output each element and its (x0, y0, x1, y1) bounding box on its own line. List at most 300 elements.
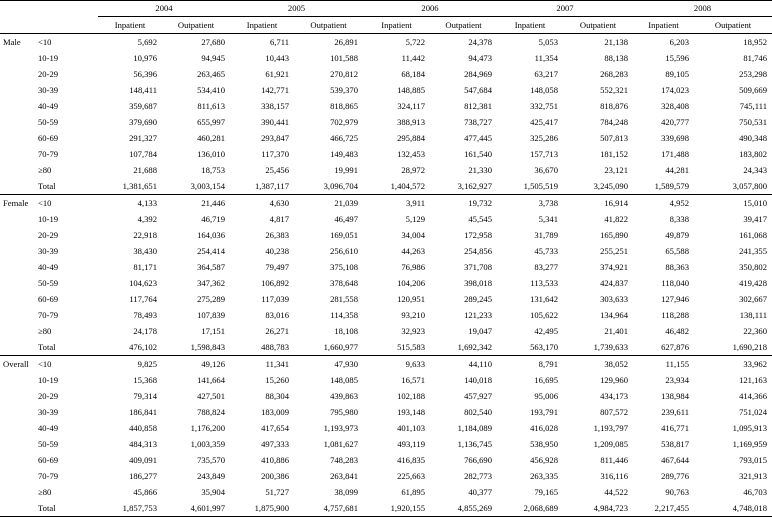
year-header-row (0, 1, 772, 17)
age-group-label: 30-39 (38, 246, 59, 256)
inpatient-value: 627,876 (633, 339, 694, 356)
inpatient-value: 26,271 (265, 326, 289, 336)
inpatient-value: 563,170 (497, 339, 563, 356)
table-row (0, 307, 772, 323)
inpatient-value: 339,698 (661, 133, 689, 143)
group-cell-empty (0, 130, 36, 146)
outpatient-value: 802,540 (464, 407, 492, 417)
inpatient-value: 289,776 (661, 471, 689, 481)
outpatient-value: 254,856 (464, 246, 492, 256)
outpatient-value: 149,483 (330, 149, 358, 159)
outpatient-value: 509,669 (739, 85, 767, 95)
group-cell-empty (0, 372, 36, 388)
outpatient-value: 121,233 (464, 310, 492, 320)
outpatient-value: 281,558 (330, 294, 358, 304)
outpatient-value: 21,039 (334, 198, 358, 208)
inpatient-value: 51,727 (265, 487, 289, 497)
outpatient-value: 81,746 (743, 53, 767, 63)
inpatient-value: 3,738 (538, 198, 558, 208)
header-blank-group (0, 1, 36, 17)
inpatient-value: 263,335 (530, 471, 558, 481)
outpatient-value: 534,410 (197, 85, 225, 95)
inpatient-value: 45,866 (133, 487, 157, 497)
inpatient-value: 28,972 (401, 165, 425, 175)
inpatient-value: 16,571 (401, 375, 425, 385)
table-row (0, 356, 772, 373)
inpatient-value: 295,884 (397, 133, 425, 143)
outpatient-value: 735,570 (197, 455, 225, 465)
outpatient-value: 466,725 (330, 133, 358, 143)
table-row (0, 130, 772, 146)
outpatient-value: 254,414 (197, 246, 225, 256)
inpatient-value: 68,184 (401, 69, 425, 79)
outpatient-value: 241,355 (739, 246, 767, 256)
outpatient-value: 1,136,745 (457, 439, 492, 449)
outpatient-value: 263,465 (197, 69, 225, 79)
inpatient-value: 239,611 (661, 407, 689, 417)
outpatient-value: 552,321 (600, 85, 628, 95)
outpatient-value: 3,057,800 (694, 178, 772, 195)
inpatient-value: 5,129 (405, 214, 425, 224)
group-cell-empty (0, 243, 36, 259)
age-group-label: 70-79 (38, 149, 59, 159)
outpatient-value: 101,588 (330, 53, 358, 63)
inpatient-value: 1,920,155 (363, 500, 430, 517)
outpatient-value: 114,358 (330, 310, 358, 320)
inpatient-value: 63,217 (534, 69, 558, 79)
inpatient-value: 420,777 (661, 117, 689, 127)
outpatient-value: 424,837 (600, 278, 628, 288)
age-group-label: ≥80 (38, 487, 52, 497)
outpatient-value: 44,110 (468, 359, 492, 369)
inpatient-value: 44,281 (665, 165, 689, 175)
table-row (0, 420, 772, 436)
inpatient-value: 417,654 (261, 423, 289, 433)
table-row (0, 227, 772, 243)
inpatient-value: 15,260 (265, 375, 289, 385)
inpatient-value: 3,911 (405, 198, 425, 208)
outpatient-value: 1,739,633 (563, 339, 633, 356)
inpatient-value: 102,188 (397, 391, 425, 401)
inpatient-value: 88,363 (665, 262, 689, 272)
outpatient-value: 268,283 (600, 69, 628, 79)
age-group-label: 20-29 (38, 230, 59, 240)
inpatient-value: 79,314 (133, 391, 157, 401)
inpatient-value: 25,456 (265, 165, 289, 175)
age-group-label: 20-29 (38, 391, 59, 401)
outpatient-value: 19,991 (334, 165, 358, 175)
age-group-label: Total (36, 178, 98, 195)
outpatient-value: 811,446 (600, 455, 628, 465)
group-cell-empty (0, 114, 36, 130)
age-group-label: 40-49 (38, 423, 59, 433)
inpatient-value: 401,103 (397, 423, 425, 433)
inpatient-value: 416,771 (661, 423, 689, 433)
inpatient-value: 83,016 (265, 310, 289, 320)
inpatient-value: 104,623 (129, 278, 157, 288)
outpatient-value: 282,773 (464, 471, 492, 481)
inpatient-value: 65,588 (665, 246, 689, 256)
outpatient-value: 1,193,973 (323, 423, 358, 433)
age-group-label: 40-49 (38, 262, 59, 272)
header-blank-age-2 (36, 17, 98, 34)
year-header-2004: 2004 (98, 1, 230, 17)
inpatient-value: 138,984 (661, 391, 689, 401)
inpatient-value: 76,986 (401, 262, 425, 272)
outpatient-value: 24,378 (468, 37, 492, 47)
outpatient-value: 39,417 (743, 214, 767, 224)
outpatient-value: 1,193,797 (593, 423, 628, 433)
inpatient-value: 171,488 (661, 149, 689, 159)
inpatient-value: 8,338 (669, 214, 689, 224)
age-group-label: 70-79 (38, 471, 59, 481)
inpatient-value: 484,313 (129, 439, 157, 449)
group-cell-empty (0, 291, 36, 307)
outpatient-value: 49,126 (201, 359, 225, 369)
outpatient-value: 164,036 (197, 230, 225, 240)
group-cell-empty (0, 211, 36, 227)
outpatient-value: 270,812 (330, 69, 358, 79)
outpatient-value: 253,298 (739, 69, 767, 79)
inpatient-value: 26,383 (265, 230, 289, 240)
inpatient-value: 117,039 (261, 294, 289, 304)
inpatient-value: 40,238 (265, 246, 289, 256)
inpatient-value: 4,952 (669, 198, 689, 208)
inpatient-value: 44,263 (401, 246, 425, 256)
outpatient-value: 19,732 (468, 198, 492, 208)
inpatient-value: 409,091 (129, 455, 157, 465)
inpatient-value: 93,210 (401, 310, 425, 320)
outpatient-value: 136,010 (197, 149, 225, 159)
inpatient-value: 81,171 (133, 262, 157, 272)
outpatient-value: 41,822 (604, 214, 628, 224)
table-row (0, 339, 772, 356)
outpatient-value: 748,283 (330, 455, 358, 465)
table-row (0, 291, 772, 307)
outpatient-value: 812,381 (464, 101, 492, 111)
inpatient-value: 107,784 (129, 149, 157, 159)
group-label: Male (3, 37, 21, 47)
outpatient-value: 374,921 (600, 262, 628, 272)
inpatient-value: 4,392 (137, 214, 157, 224)
age-group-label: 50-59 (38, 278, 59, 288)
inpatient-value: 46,482 (665, 326, 689, 336)
inpatient-value: 89,105 (665, 69, 689, 79)
inpatient-value: 11,354 (534, 53, 558, 63)
table-row (0, 50, 772, 66)
outpatient-value: 490,348 (739, 133, 767, 143)
inpatient-value: 291,327 (129, 133, 157, 143)
outpatient-value: 243,849 (197, 471, 225, 481)
outpatient-value: 3,096,704 (294, 178, 363, 195)
inpatient-value: 5,692 (137, 37, 157, 47)
inpatient-value: 9,825 (137, 359, 157, 369)
table-row (0, 162, 772, 178)
header-blank-group-2 (0, 17, 36, 34)
outpatient-value: 1,660,977 (294, 339, 363, 356)
table-row (0, 211, 772, 227)
group-cell-empty (0, 82, 36, 98)
outpatient-value: 140,018 (464, 375, 492, 385)
outpatient-value: 807,572 (600, 407, 628, 417)
column-header-row (0, 17, 772, 34)
outpatient-value: 21,138 (604, 37, 628, 47)
table-row (0, 388, 772, 404)
outpatient-value: 88,138 (604, 53, 628, 63)
inpatient-value: 2,217,455 (633, 500, 694, 517)
outpatient-value: 18,108 (334, 326, 358, 336)
col-header-outpatient: Outpatient (430, 17, 497, 34)
outpatient-value: 302,667 (739, 294, 767, 304)
table-row (0, 66, 772, 82)
inpatient-value: 225,663 (397, 471, 425, 481)
outpatient-value: 1,176,200 (190, 423, 225, 433)
inpatient-value: 61,895 (401, 487, 425, 497)
group-cell-empty (0, 339, 36, 356)
table-body (0, 34, 772, 517)
table-row (0, 404, 772, 420)
age-group-label: 60-69 (38, 455, 59, 465)
table-row (0, 275, 772, 291)
inpatient-value: 61,921 (265, 69, 289, 79)
group-cell-empty (0, 307, 36, 323)
outpatient-value: 750,531 (739, 117, 767, 127)
outpatient-value: 375,108 (330, 262, 358, 272)
inpatient-value: 5,722 (405, 37, 425, 47)
outpatient-value: 818,865 (330, 101, 358, 111)
inpatient-value: 34,004 (401, 230, 425, 240)
inpatient-value: 5,053 (538, 37, 558, 47)
outpatient-value: 457,927 (464, 391, 492, 401)
outpatient-value: 24,343 (743, 165, 767, 175)
outpatient-value: 414,366 (739, 391, 767, 401)
group-cell-empty (0, 420, 36, 436)
inpatient-value: 15,596 (665, 53, 689, 63)
inpatient-value: 538,817 (661, 439, 689, 449)
outpatient-value: 46,719 (201, 214, 225, 224)
table-row (0, 243, 772, 259)
outpatient-value: 1,690,218 (694, 339, 772, 356)
outpatient-value: 138,111 (739, 310, 767, 320)
outpatient-value: 33,962 (743, 359, 767, 369)
inpatient-value: 332,751 (530, 101, 558, 111)
outpatient-value: 121,163 (739, 375, 767, 385)
outpatient-value: 44,522 (604, 487, 628, 497)
outpatient-value: 161,068 (739, 230, 767, 240)
group-label: Female (3, 198, 29, 208)
group-cell-empty (0, 146, 36, 162)
inpatient-value: 193,148 (397, 407, 425, 417)
table-row (0, 323, 772, 339)
outpatient-value: 47,930 (334, 359, 358, 369)
outpatient-value: 4,757,681 (294, 500, 363, 517)
inpatient-value: 117,370 (261, 149, 289, 159)
col-header-outpatient: Outpatient (162, 17, 230, 34)
inpatient-value: 79,497 (265, 262, 289, 272)
inpatient-value: 467,644 (661, 455, 689, 465)
outpatient-value: 321,913 (739, 471, 767, 481)
outpatient-value: 21,446 (201, 198, 225, 208)
age-group-label: 10-19 (38, 214, 59, 224)
inpatient-value: 186,841 (129, 407, 157, 417)
outpatient-value: 129,960 (600, 375, 628, 385)
group-cell-empty (0, 500, 36, 517)
outpatient-value: 15,010 (743, 198, 767, 208)
age-group-label: <10 (38, 37, 52, 47)
group-cell-empty (0, 259, 36, 275)
outpatient-value: 289,245 (464, 294, 492, 304)
inpatient-value: 148,058 (530, 85, 558, 95)
outpatient-value: 46,497 (334, 214, 358, 224)
outpatient-value: 303,633 (600, 294, 628, 304)
age-group-label: ≥80 (38, 326, 52, 336)
inpatient-value: 4,133 (137, 198, 157, 208)
outpatient-value: 818,876 (600, 101, 628, 111)
group-cell-empty (0, 388, 36, 404)
outpatient-value: 161,540 (464, 149, 492, 159)
outpatient-value: 738,727 (464, 117, 492, 127)
inpatient-value: 131,642 (530, 294, 558, 304)
outpatient-value: 18,753 (201, 165, 225, 175)
inpatient-value: 11,341 (265, 359, 289, 369)
inpatient-value: 476,102 (98, 339, 162, 356)
outpatient-value: 23,121 (604, 165, 628, 175)
table-row (0, 98, 772, 114)
inpatient-value: 416,028 (530, 423, 558, 433)
inpatient-value: 379,690 (129, 117, 157, 127)
age-group-label: 50-59 (38, 117, 59, 127)
inpatient-value: 324,117 (397, 101, 425, 111)
outpatient-value: 1,692,342 (430, 339, 497, 356)
age-group-label: Total (36, 339, 98, 356)
inpatient-value: 193,791 (530, 407, 558, 417)
inpatient-value: 186,277 (129, 471, 157, 481)
outpatient-value: 172,958 (464, 230, 492, 240)
outpatient-value: 3,162,927 (430, 178, 497, 195)
group-cell-empty (0, 436, 36, 452)
outpatient-value: 427,501 (197, 391, 225, 401)
inpatient-value: 23,934 (665, 375, 689, 385)
header-blank-age (36, 1, 98, 17)
inpatient-value: 4,630 (269, 198, 289, 208)
outpatient-value: 107,839 (197, 310, 225, 320)
col-header-outpatient: Outpatient (294, 17, 363, 34)
outpatient-value: 38,052 (604, 359, 628, 369)
outpatient-value: 788,824 (197, 407, 225, 417)
table-row (0, 484, 772, 500)
outpatient-value: 419,428 (739, 278, 767, 288)
inpatient-value: 359,687 (129, 101, 157, 111)
age-group-label: 40-49 (38, 101, 59, 111)
inpatient-value: 157,713 (530, 149, 558, 159)
inpatient-value: 79,165 (534, 487, 558, 497)
outpatient-value: 1,095,913 (732, 423, 767, 433)
inpatient-value: 6,711 (269, 37, 289, 47)
inpatient-value: 88,304 (265, 391, 289, 401)
outpatient-value: 1,209,085 (593, 439, 628, 449)
group-cell-empty (0, 323, 36, 339)
inpatient-value: 174,023 (661, 85, 689, 95)
outpatient-value: 793,015 (739, 455, 767, 465)
inpatient-value: 83,277 (534, 262, 558, 272)
outpatient-value: 784,248 (600, 117, 628, 127)
col-header-inpatient: Inpatient (497, 17, 563, 34)
group-cell-empty (0, 227, 36, 243)
outpatient-value: 316,116 (600, 471, 628, 481)
inpatient-value: 117,764 (129, 294, 157, 304)
age-group-label: 60-69 (38, 294, 59, 304)
age-group-label: 70-79 (38, 310, 59, 320)
inpatient-value: 15,368 (133, 375, 157, 385)
inpatient-value: 45,733 (534, 246, 558, 256)
outpatient-value: 94,945 (201, 53, 225, 63)
inpatient-value: 390,441 (261, 117, 289, 127)
age-group-label: 50-59 (38, 439, 59, 449)
outpatient-value: 378,648 (330, 278, 358, 288)
outpatient-value: 38,099 (334, 487, 358, 497)
outpatient-value: 35,904 (201, 487, 225, 497)
inpatient-value: 425,417 (530, 117, 558, 127)
outpatient-value: 256,610 (330, 246, 358, 256)
inpatient-value: 338,157 (261, 101, 289, 111)
inpatient-value: 1,404,572 (363, 178, 430, 195)
table-header (0, 1, 772, 34)
outpatient-value: 3,245,090 (563, 178, 633, 195)
age-group-label: 10-19 (38, 53, 59, 63)
inpatient-value: 1,857,753 (98, 500, 162, 517)
col-header-inpatient: Inpatient (98, 17, 162, 34)
inpatient-value: 416,835 (397, 455, 425, 465)
outpatient-value: 183,802 (739, 149, 767, 159)
age-group-label: 10-19 (38, 375, 59, 385)
outpatient-value: 347,362 (197, 278, 225, 288)
inpatient-value: 10,443 (265, 53, 289, 63)
table-row (0, 436, 772, 452)
inpatient-value: 118,288 (661, 310, 689, 320)
inpatient-value: 104,206 (397, 278, 425, 288)
inpatient-value: 325,286 (530, 133, 558, 143)
table-row (0, 500, 772, 517)
col-header-outpatient: Outpatient (694, 17, 772, 34)
inpatient-value: 8,791 (538, 359, 558, 369)
table-row (0, 114, 772, 130)
outpatient-value: 275,289 (197, 294, 225, 304)
inpatient-value: 16,695 (534, 375, 558, 385)
inpatient-value: 127,946 (661, 294, 689, 304)
inpatient-value: 11,155 (665, 359, 689, 369)
outpatient-value: 46,703 (743, 487, 767, 497)
inpatient-value: 293,847 (261, 133, 289, 143)
outpatient-value: 27,680 (201, 37, 225, 47)
inpatient-value: 1,387,117 (230, 178, 294, 195)
outpatient-value: 702,979 (330, 117, 358, 127)
inpatient-value: 90,763 (665, 487, 689, 497)
inpatient-value: 328,408 (661, 101, 689, 111)
table-row (0, 195, 772, 212)
inpatient-value: 5,341 (538, 214, 558, 224)
outpatient-value: 26,891 (334, 37, 358, 47)
inpatient-value: 78,493 (133, 310, 157, 320)
inpatient-value: 4,817 (269, 214, 289, 224)
outpatient-value: 795,980 (330, 407, 358, 417)
outpatient-value: 364,587 (197, 262, 225, 272)
outpatient-value: 1,081,627 (323, 439, 358, 449)
outpatient-value: 148,085 (330, 375, 358, 385)
inpatient-value: 10,976 (133, 53, 157, 63)
year-header-2005: 2005 (230, 1, 363, 17)
inpatient-value: 31,789 (534, 230, 558, 240)
inpatient-value: 6,203 (669, 37, 689, 47)
